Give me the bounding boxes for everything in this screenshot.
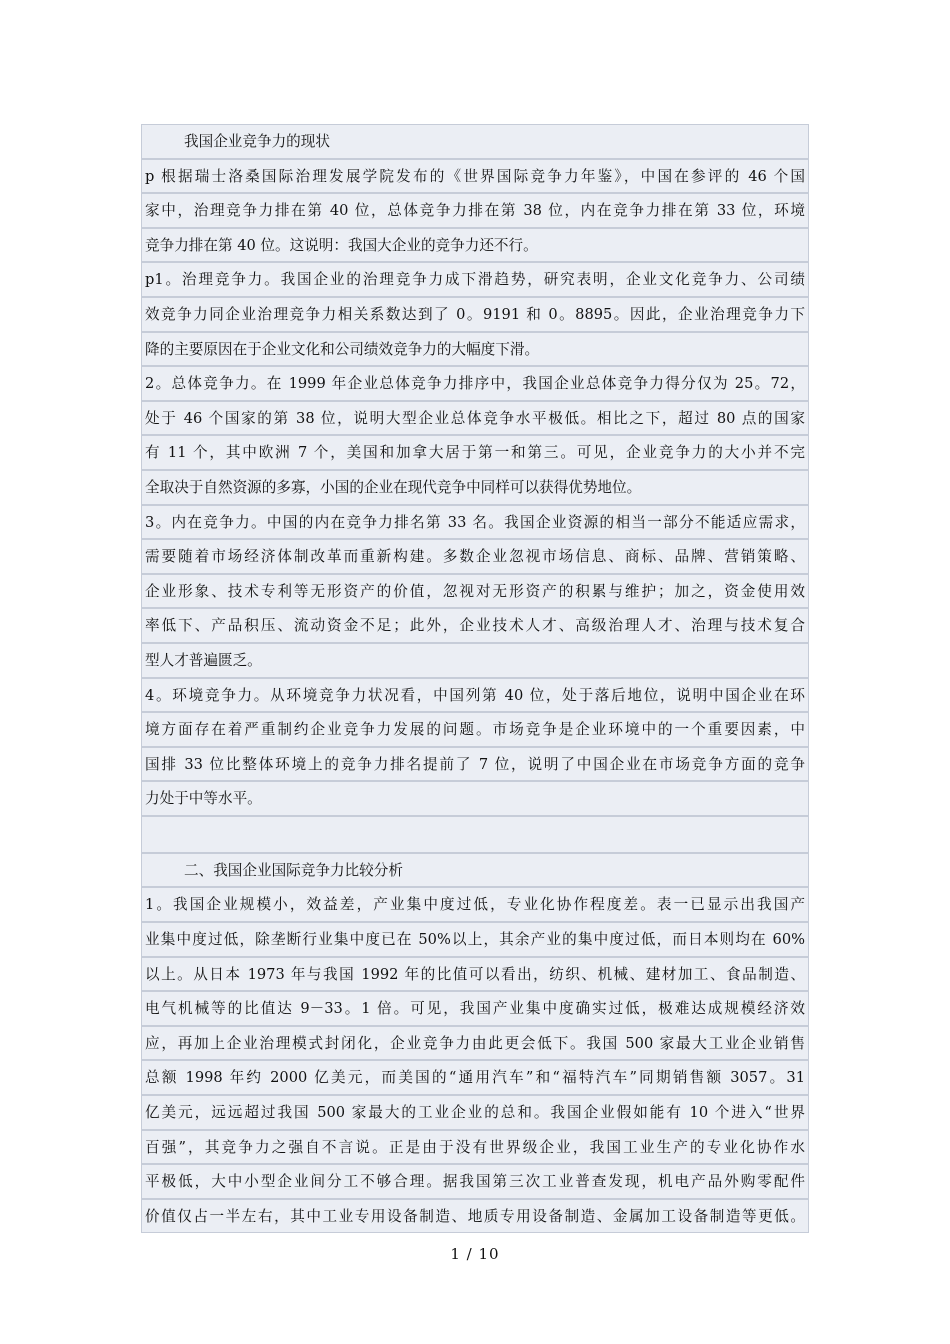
paragraph-line: 有 11 个，其中欧洲 7 个，美国和加拿大居于第一和第三。可见，企业竞争力的大小并不完 (141, 435, 809, 470)
paragraph-line: 亿美元，远远超过我国 500 家最大的工业企业的总和。我国企业假如能有 10 个进入“世界 (141, 1095, 809, 1130)
paragraph-line: 企业形象、技术专利等无形资产的价值，忽视对无形资产的积累与维护；加之，资金使用效 (141, 574, 809, 609)
paragraph-line: 业集中度过低，除垄断行业集中度已在 50%以上，其余产业的集中度过低，而日本则均在 60% (141, 922, 809, 957)
paragraph-line: p1。治理竞争力。我国企业的治理竞争力成下滑趋势，研究表明，企业文化竞争力、公司绩 (141, 262, 809, 297)
document-page (141, 124, 809, 1233)
paragraph-line: 1。我国企业规模小，效益差，产业集中度过低，专业化协作程度差。表一已显示出我国产 (141, 887, 809, 922)
paragraph-line: 全取决于自然资源的多寡，小国的企业在现代竞争中同样可以获得优势地位。 (141, 470, 809, 505)
paragraph-line: 平极低，大中小型企业间分工不够合理。据我国第三次工业普查发现，机电产品外购零配件 (141, 1164, 809, 1199)
paragraph-line: 力处于中等水平。 (141, 781, 809, 816)
paragraph-line: 百强”，其竞争力之强自不言说。正是由于没有世界级企业，我国工业生产的专业化协作水 (141, 1130, 809, 1165)
paragraph-line: 家中，治理竞争力排在第 40 位，总体竞争力排在第 38 位，内在竞争力排在第 33 位，环境 (141, 193, 809, 228)
paragraph-line: p 根据瑞士洛桑国际治理发展学院发布的《世界国际竞争力年鉴》，中国在参评的 46 个国 (141, 159, 809, 194)
section-heading: 二、我国企业国际竞争力比较分析 (141, 853, 809, 888)
paragraph-line: 处于 46 个国家的第 38 位，说明大型企业总体竞争水平极低。相比之下，超过 80 点的国家 (141, 401, 809, 436)
paragraph-line: 效竞争力同企业治理竞争力相关系数达到了 0。9191 和 0。8895。因此，企业治理竞争力下 (141, 297, 809, 332)
paragraph-line: 4。环境竞争力。从环境竞争力状况看，中国列第 40 位，处于落后地位，说明中国企业在环 (141, 678, 809, 713)
paragraph-line: 竞争力排在第 40 位。这说明：我国大企业的竞争力还不行。 (141, 228, 809, 263)
paragraph-line: 降的主要原因在于企业文化和公司绩效竞争力的大幅度下滑。 (141, 332, 809, 367)
paragraph-line: 国排 33 位比整体环境上的竞争力排名提前了 7 位，说明了中国企业在市场竞争方面的竞争 (141, 747, 809, 782)
section-heading: 我国企业竞争力的现状 (141, 124, 809, 159)
paragraph-line: 电气机械等的比值达 9－33。1 倍。可见，我国产业集中度确实过低，极难达成规模经济效 (141, 991, 809, 1026)
paragraph-line: 型人才普遍匮乏。 (141, 643, 809, 678)
paragraph-line: 需要随着市场经济体制改革而重新构建。多数企业忽视市场信息、商标、品牌、营销策略、 (141, 539, 809, 574)
paragraph-line: 率低下、产品积压、流动资金不足；此外，企业技术人才、高级治理人才、治理与技术复合 (141, 608, 809, 643)
paragraph-line: 以上。从日本 1973 年与我国 1992 年的比值可以看出，纺织、机械、建材加工、食品制造、 (141, 957, 809, 992)
paragraph-line: 总额 1998 年约 2000 亿美元，而美国的“通用汽车”和“福特汽车”同期销售额 3057。31 (141, 1060, 809, 1095)
paragraph-line: 应，再加上企业治理模式封闭化，企业竞争力由此更会低下。我国 500 家最大工业企业销售 (141, 1026, 809, 1061)
paragraph-line: 2。总体竞争力。在 1999 年企业总体竞争力排序中，我国企业总体竞争力得分仅为 25。72， (141, 366, 809, 401)
blank-line (141, 816, 809, 853)
paragraph-line: 3。内在竞争力。中国的内在竞争力排名第 33 名。我国企业资源的相当一部分不能适应需求， (141, 505, 809, 540)
paragraph-line: 境方面存在着严重制约企业竞争力发展的问题。市场竞争是企业环境中的一个重要因素，中 (141, 712, 809, 747)
page-number: 1 / 10 (450, 1245, 500, 1263)
paragraph-line: 价值仅占一半左右，其中工业专用设备制造、地质专用设备制造、金属加工设备制造等更低。 (141, 1199, 809, 1234)
